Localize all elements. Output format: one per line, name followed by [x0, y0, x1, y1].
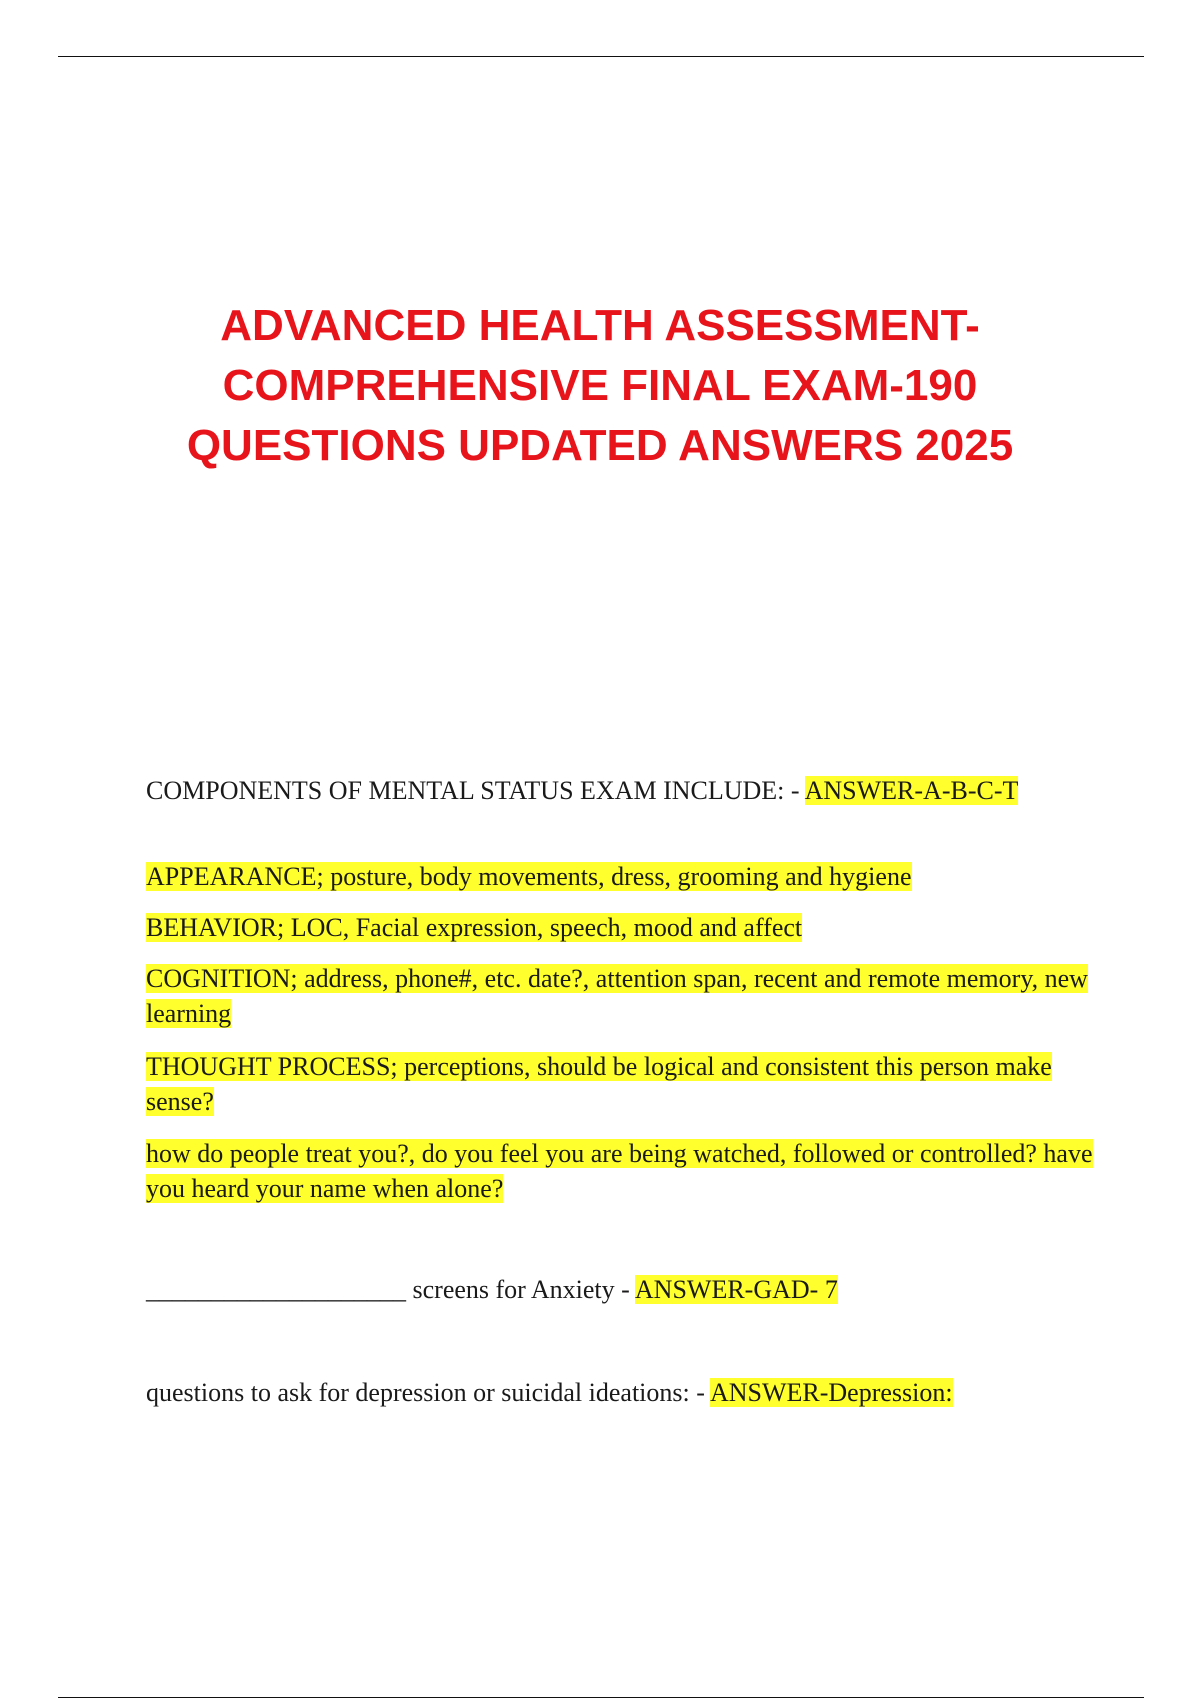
answer-line-thought-process: THOUGHT PROCESS; perceptions, should be logical and consistent this person make sense?	[146, 1052, 1052, 1116]
answer-highlight: ANSWER-A-B-C-T	[804, 776, 1019, 805]
title-line-3: QUESTIONS UPDATED ANSWERS 2025	[186, 421, 1014, 470]
question-anxiety	[146, 1272, 1096, 1307]
title-line-1: ADVANCED HEALTH ASSESSMENT-	[220, 301, 980, 350]
question-text: COMPONENTS OF MENTAL STATUS EXAM INCLUDE: -	[146, 776, 805, 805]
answer-line-appearance: APPEARANCE; posture, body movements, dress, grooming and hygiene	[146, 862, 912, 891]
question-mental-status	[146, 773, 1096, 808]
answer-line-behavior: BEHAVIOR; LOC, Facial expression, speech, mood and affect	[146, 913, 803, 942]
answer-highlight: ANSWER-GAD- 7	[634, 1275, 838, 1304]
document-title	[60, 296, 1140, 476]
answer-line-questions: how do people treat you?, do you feel you are being watched, followed or controlled? have you heard your name when alone?	[146, 1139, 1093, 1203]
top-rule	[58, 56, 1144, 57]
question-depression	[146, 1375, 1096, 1410]
answer-line-cognition: COGNITION; address, phone#, etc. date?, attention span, recent and remote memory, new learning	[146, 964, 1088, 1028]
question-text: ____________________ screens for Anxiety -	[146, 1275, 635, 1304]
bottom-rule	[58, 1697, 1144, 1698]
question-text: questions to ask for depression or suicidal ideations: -	[146, 1378, 710, 1407]
title-line-2: COMPREHENSIVE FINAL EXAM-190	[222, 361, 978, 410]
answer-highlight: ANSWER-Depression:	[709, 1378, 953, 1407]
